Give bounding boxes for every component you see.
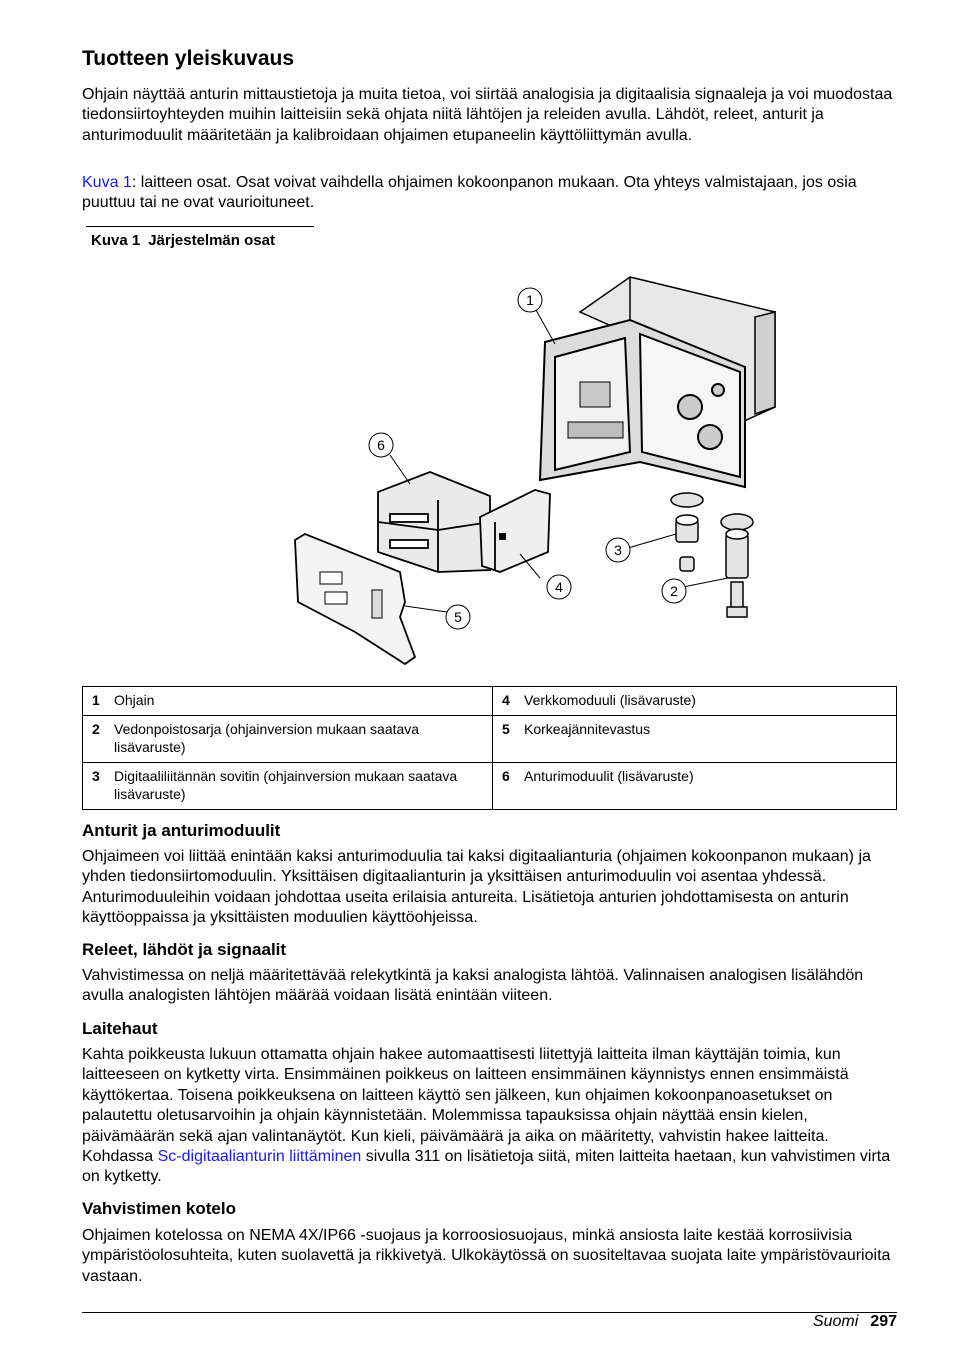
figure-legend-table bbox=[82, 686, 897, 810]
table-row: 3 Digitaaliliitännän sovitin (ohjainversion mukaan saatava lisävaruste) 6 Anturimoduulit (lisävaruste) bbox=[83, 763, 897, 810]
footer-language: Suomi bbox=[812, 1313, 859, 1330]
callout-5 bbox=[446, 605, 470, 629]
callout-4 bbox=[547, 575, 571, 599]
section-paragraph: Vahvistimessa on neljä määritettävää relekytkintä ja kaksi analogista lähtöä. Valinnaisen analogisen lisälähdön avulla analogisten lähtöjen määrää voidaan lisätä enintään viiteen. bbox=[82, 967, 864, 1005]
table-row: 2 Vedonpoistosarja (ohjainversion mukaan saatava lisävaruste) 5 Korkeajännitevastus bbox=[83, 716, 897, 763]
figure-link[interactable]: Kuva 1 bbox=[82, 174, 132, 191]
figure-caption-rule bbox=[86, 226, 314, 227]
section-paragraph: Ohjaimeen voi liittää enintään kaksi anturimoduulia tai kaksi digitaalianturia (ohjaimen kokoonpanon mukaan) ja yhden tiedonsiirtomoduulin. Yksittäisen digitaalianturin ja yksittäisen anturimoduulin voi asentaa yhdessä. Anturimoduuleihin voidaan johdottaa useita erilaisia antureita. Lisätietoja anturien johdottamisesta on anturin käyttöoppaissa ja yksittäisten moduulien käyttöohjeissa. bbox=[82, 848, 871, 927]
callout-6 bbox=[369, 433, 393, 457]
section-heading: Releet, lähdöt ja signaalit bbox=[82, 940, 287, 959]
page-number: 297 bbox=[870, 1313, 897, 1330]
figure-caption-text: Järjestelmän osat bbox=[148, 232, 275, 249]
svg-text:5: 5 bbox=[454, 609, 462, 625]
svg-text:3: 3 bbox=[614, 542, 622, 558]
system-components-illustration bbox=[200, 272, 780, 674]
section-paragraph: Ohjaimen kotelossa on NEMA 4X/IP66 -suojaus ja korroosiosuojaus, minkä ansiosta laite kestää korrosiivisia ympäristöolosuhteita, kuten suolavettä ja rikkivetyä. Ulkokäytössä on suositeltavaa suojata laite ympäristövaurioita vastaan. bbox=[82, 1227, 891, 1285]
section-heading: Laitehaut bbox=[82, 1019, 158, 1038]
figure-caption bbox=[91, 232, 283, 249]
section-paragraph: Kahta poikkeusta lukuun ottamatta ohjain hakee automaattisesti liitettyjä laitteita ilman käyttäjän toimia, kun laitteeseen on kytketty virta. Ensimmäinen poikkeus on laitteen ensimmäinen käynnistys ennen ensimmäistä käyttökertaa. Toisena poikkeuksena on laitteen käyttö sen jälkeen, kun ohjaimen kokoonpanoasetukset on palautettu oletusarvoihin ja ohjain käynnistetään. Molemmissa tapauksissa ohjain näyttää ensin kielen, päivämäärän sekä ajan valintanäytöt. Kun kieli, päivämäärä ja aika on määritetty, vahvistin hakee laitteita. Kohdassa Sc-digitaalianturin liittäminen sivulla 311 on lisätietoja siitä, miten laitteita haetaan, kun vahvistimen virta on kytketty. bbox=[82, 1046, 891, 1186]
svg-text:2: 2 bbox=[670, 583, 678, 599]
intro-figure-reference: Kuva 1: laitteen osat. Osat voivat vaihdella ohjaimen kokoonpanon mukaan. Ota yhteys valmistajaan, jos osia puuttuu tai ne ovat vaurioituneet. bbox=[82, 174, 857, 212]
table-row: 1 Ohjain 4 Verkkomoduuli (lisävaruste) bbox=[83, 687, 897, 716]
callout-1 bbox=[518, 288, 542, 312]
section-heading: Anturit ja anturimoduulit bbox=[82, 821, 281, 840]
sensor-connection-link[interactable]: Sc-digitaalianturin liittäminen bbox=[157, 1148, 362, 1166]
callout-3 bbox=[606, 538, 630, 562]
intro-paragraph: Ohjain näyttää anturin mittaustietoja ja muita tietoa, voi siirtää analogisia ja digitaalisia signaaleja ja voi muodostaa tiedonsiirtoyhteyden muihin laitteisiin sekä ohjata niitä lähtöjen ja releiden avulla. Lähdöt, releet, anturit ja anturimoduulit määritetään ja kalibroidaan ohjaimen etupaneelin käyttöliittymän avulla. bbox=[82, 86, 893, 144]
footer-rule bbox=[82, 1312, 897, 1313]
section-heading: Vahvistimen kotelo bbox=[82, 1199, 236, 1218]
figure-label: Kuva 1 bbox=[91, 232, 141, 249]
svg-text:4: 4 bbox=[555, 579, 563, 595]
svg-text:6: 6 bbox=[377, 437, 385, 453]
page-footer bbox=[813, 1313, 897, 1331]
page-title: Tuotteen yleiskuvaus bbox=[82, 47, 295, 70]
callout-2 bbox=[662, 579, 686, 603]
svg-text:1: 1 bbox=[526, 292, 534, 308]
